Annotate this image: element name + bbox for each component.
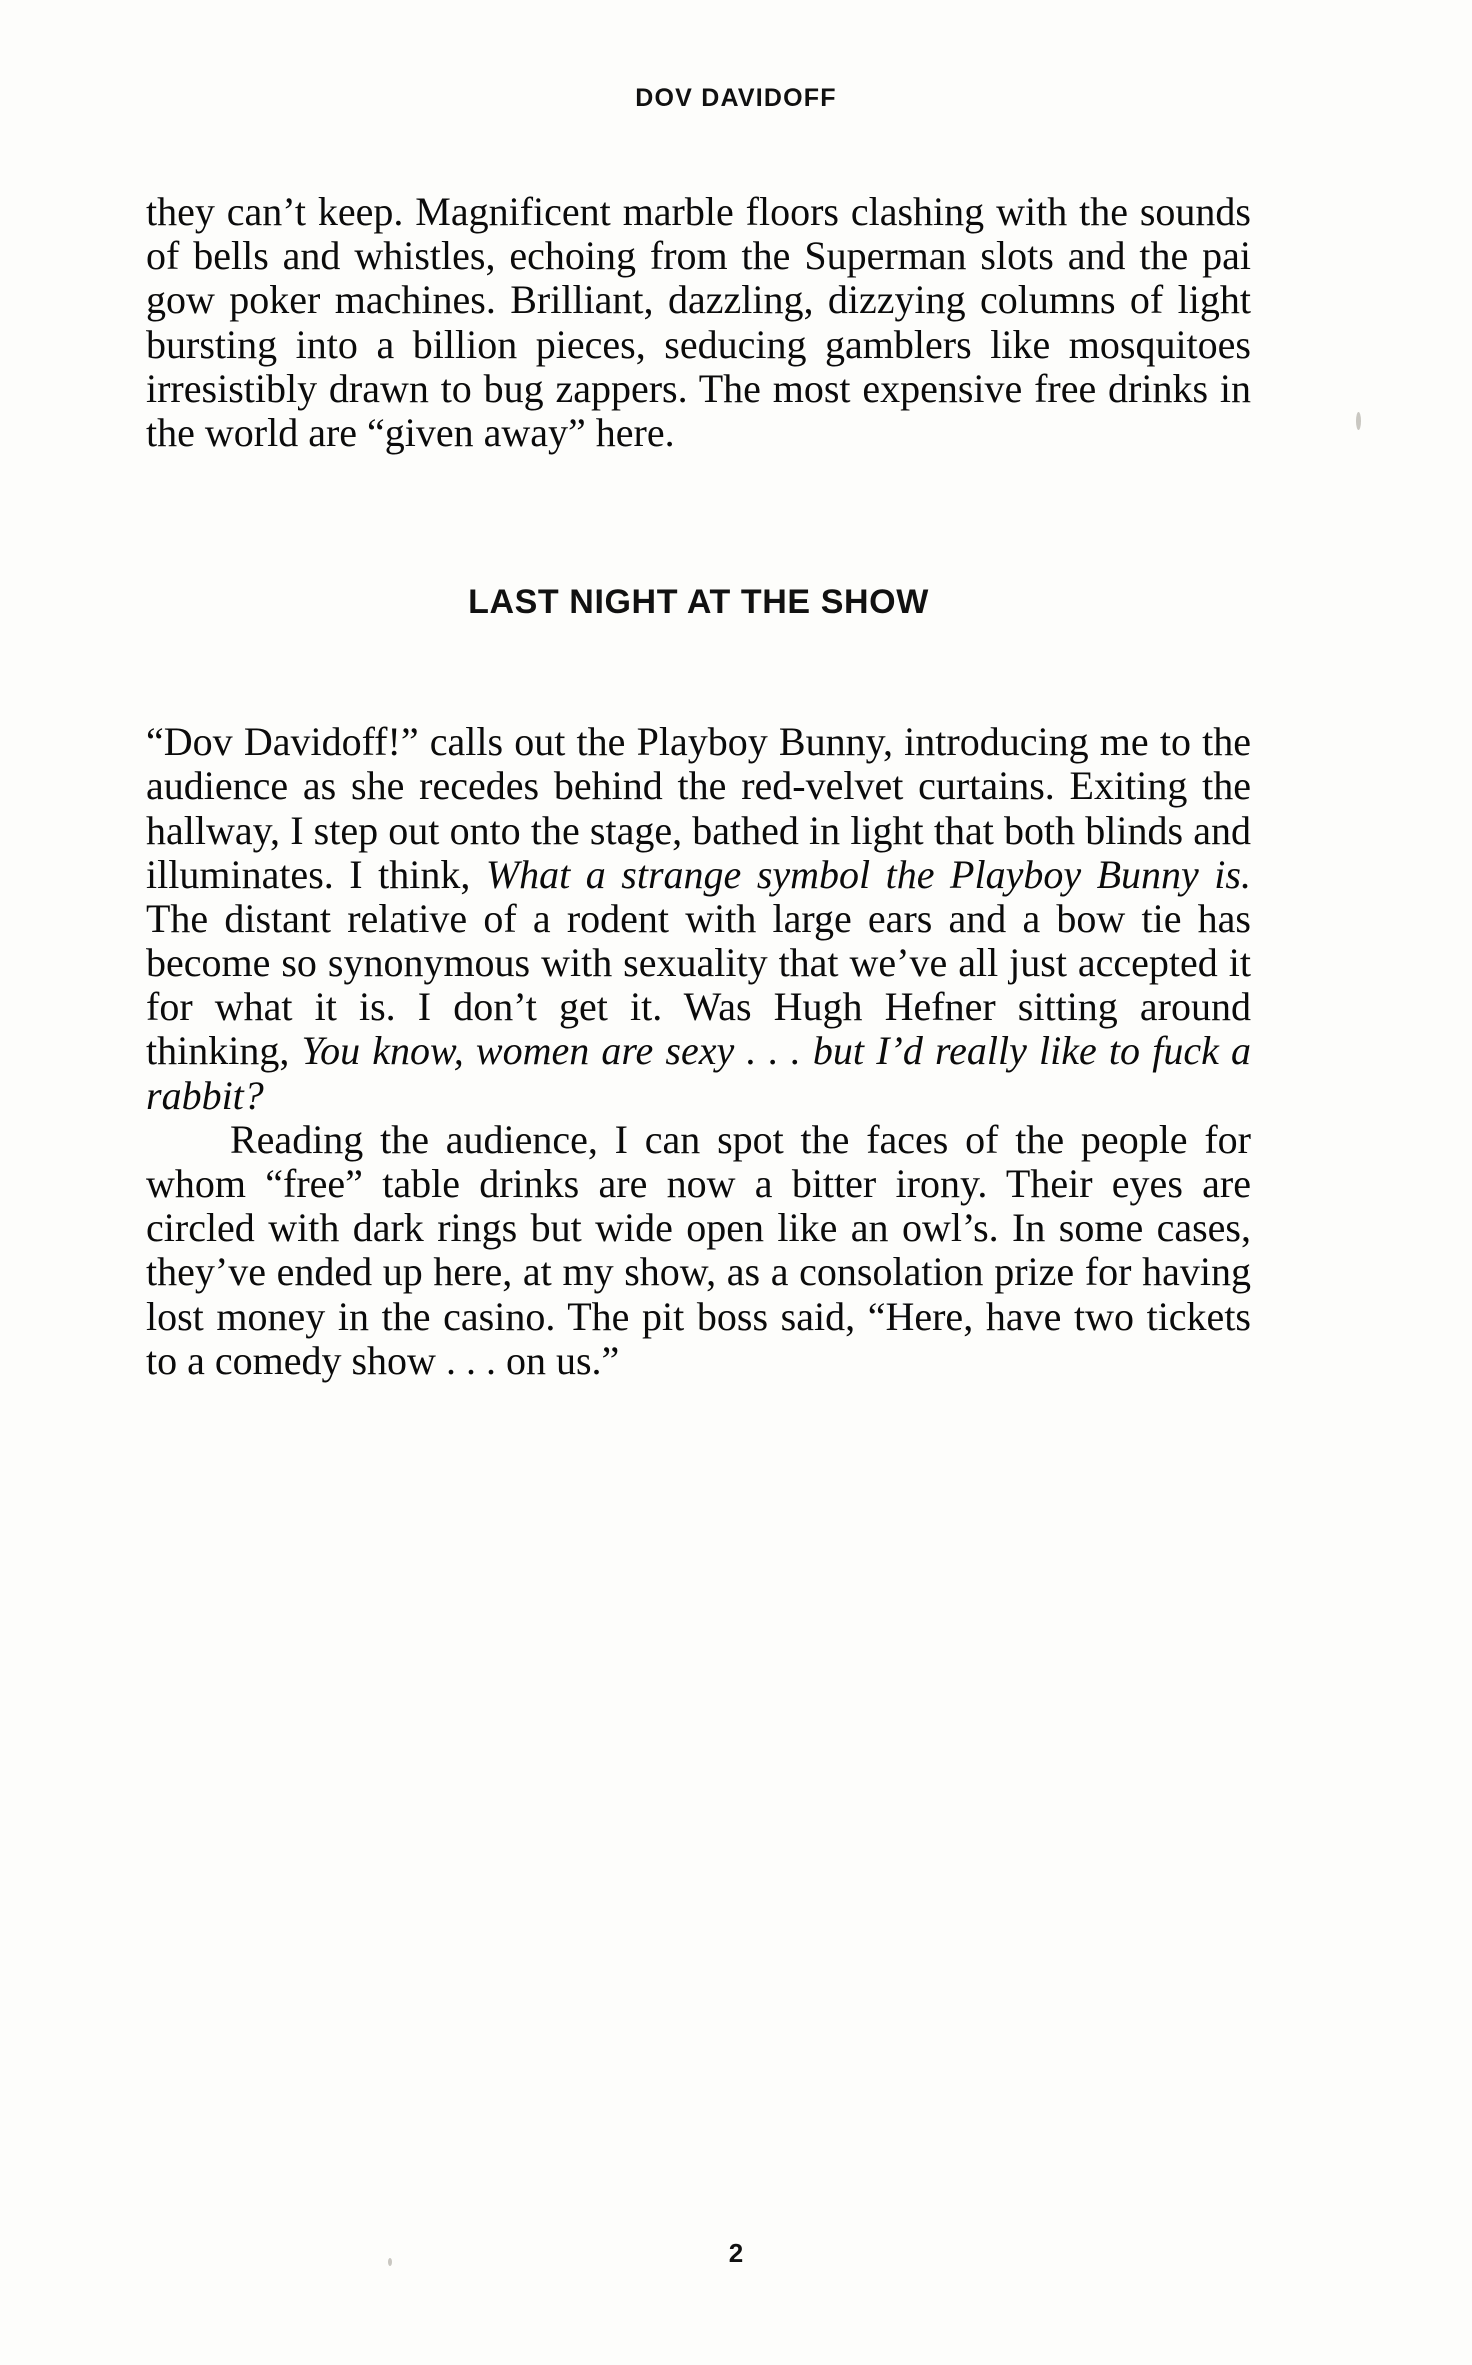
- running-head: DOV DAVIDOFF: [635, 84, 837, 112]
- paragraph-2-text-a: “Dov Davidoff!” calls out the Playboy Bunny, introducing me to the audience as she recedes behind the red-velvet curtains. Exiting the hallway, I step out onto the stage, bathed in light that both blinds and illuminates. I think,: [146, 719, 1251, 897]
- text-column: [146, 190, 1251, 1383]
- paragraph-1: they can’t keep. Magnificent marble floors clashing with the sounds of bells and whistles, echoing from the Superman slots and the pai gow poker machines. Brilliant, dazzling, dizzying columns of light bursting into a billion pieces, seducing gamblers like mosquitoes irresistibly drawn to bug zappers. The most expensive free drinks in the world are “given away” here.: [146, 189, 1251, 455]
- paragraph-3: Reading the audience, I can spot the faces of the people for whom “free” table drinks are now a bitter irony. Their eyes are circled with dark rings but wide open like an owl’s. In some cases, they’ve ended up here, at my show, as a consolation prize for having lost money in the casino. The pit boss said, “Here, have two tickets to a comedy show . . . on us.”: [146, 1116, 1251, 1383]
- spacer: [146, 455, 1251, 583]
- paragraph-2-italic-b: You know, women are sexy . . . but I’d really like to fuck a rabbit?: [146, 1028, 1251, 1118]
- page-number: 2: [728, 2238, 744, 2268]
- spacer: [146, 622, 1251, 720]
- paragraph-2: [146, 720, 1251, 1118]
- section-heading: LAST NIGHT AT THE SHOW: [468, 583, 929, 622]
- paragraph-2-text-b: The distant relative of a rodent with large ears and a bow tie has become so synonymous with sexuality that we’ve all just accepted it for what it is. I don’t get it. Was Hugh Hefner sitting around thinking,: [146, 895, 1251, 1074]
- paragraph-2-italic-a: What a strange symbol the Playboy Bunny is.: [485, 851, 1251, 897]
- paper-speck: [1356, 412, 1361, 430]
